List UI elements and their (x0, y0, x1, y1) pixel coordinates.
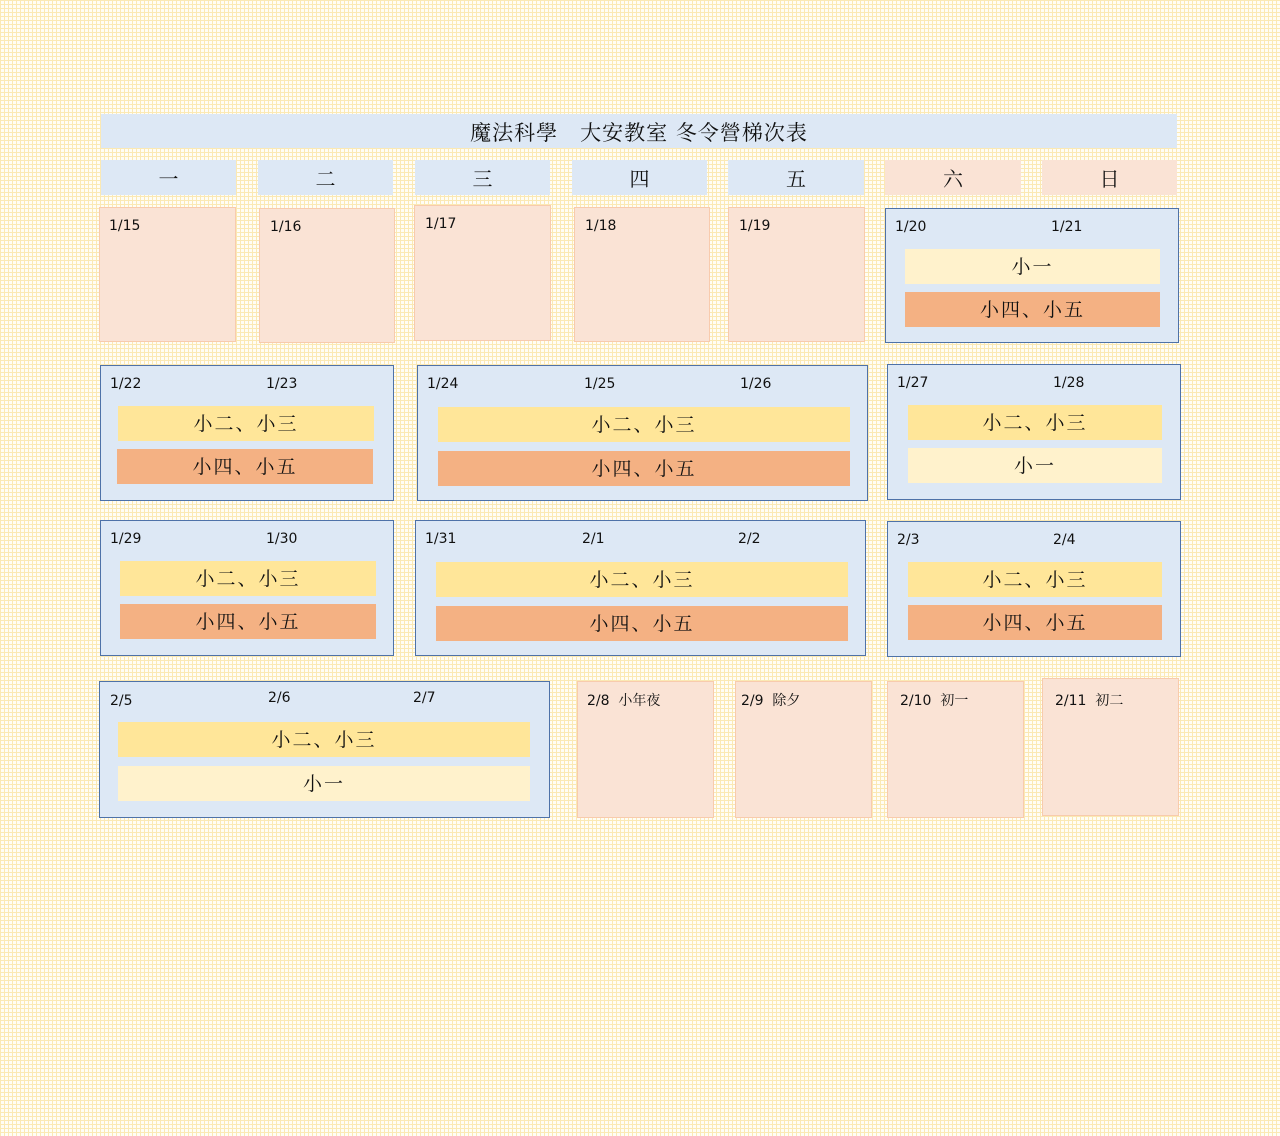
date-label: 1/29 (110, 531, 142, 547)
date-label: 1/17 (425, 216, 457, 232)
date-label: 1/28 (1053, 375, 1085, 391)
date-label: 2/5 (110, 693, 133, 709)
date-label: 2/2 (738, 531, 761, 547)
grade-bar: 小四、小五 (117, 449, 373, 484)
grade-bar: 小四、小五 (905, 292, 1160, 327)
date-label: 1/31 (425, 531, 457, 547)
page-title: 魔法科學 大安教室 冬令營梯次表 (101, 114, 1177, 148)
day-cell (735, 681, 872, 818)
date-label: 2/4 (1053, 532, 1076, 548)
weekday-sun: 日 (1042, 160, 1177, 195)
weekday-sat: 六 (885, 160, 1021, 195)
day-cell (728, 207, 865, 342)
session-block (887, 521, 1181, 657)
date-label: 1/21 (1051, 219, 1083, 235)
date-label: 1/22 (110, 376, 142, 392)
grade-bar: 小四、小五 (438, 451, 850, 486)
grade-bar: 小二、小三 (438, 407, 850, 442)
session-block (887, 364, 1181, 500)
weekday-fri: 五 (728, 160, 864, 195)
day-cell (99, 207, 236, 342)
date-label: 2/8 小年夜 (587, 693, 661, 709)
date-label: 1/30 (266, 531, 298, 547)
day-cell (887, 681, 1024, 818)
date-label: 1/26 (740, 376, 772, 392)
session-block (100, 520, 394, 656)
day-cell (574, 207, 710, 342)
grade-bar: 小二、小三 (120, 561, 376, 596)
date-label: 1/19 (739, 218, 771, 234)
date-label: 1/25 (584, 376, 616, 392)
date-label: 1/23 (266, 376, 298, 392)
date-label: 2/10 初一 (900, 693, 969, 709)
grade-bar: 小二、小三 (908, 562, 1162, 597)
date-label: 1/20 (895, 219, 927, 235)
date-label: 1/27 (897, 375, 929, 391)
weekday-wed: 三 (415, 160, 550, 195)
grade-bar: 小四、小五 (120, 604, 376, 639)
date-label: 2/3 (897, 532, 920, 548)
date-label: 1/16 (270, 219, 302, 235)
session-block (99, 681, 550, 818)
day-cell (577, 681, 714, 818)
grade-bar: 小二、小三 (118, 406, 374, 441)
date-label: 1/18 (585, 218, 617, 234)
date-label: 2/11 初二 (1055, 693, 1124, 709)
grade-bar: 小四、小五 (436, 606, 848, 641)
day-cell (1042, 678, 1179, 816)
date-label: 1/15 (109, 218, 141, 234)
date-label: 2/9 除夕 (741, 693, 801, 709)
grade-bar: 小四、小五 (908, 605, 1162, 640)
weekday-tue: 二 (258, 160, 393, 195)
grade-bar: 小一 (908, 448, 1162, 483)
grade-bar: 小二、小三 (436, 562, 848, 597)
session-block (885, 208, 1179, 343)
session-block (415, 520, 866, 656)
grade-bar: 小二、小三 (908, 405, 1162, 440)
grade-bar: 小二、小三 (118, 722, 530, 757)
date-label: 1/24 (427, 376, 459, 392)
weekday-mon: 一 (101, 160, 236, 195)
date-label: 2/7 (413, 690, 436, 706)
session-block (417, 365, 868, 501)
date-label: 2/1 (582, 531, 605, 547)
grade-bar: 小一 (118, 766, 530, 801)
weekday-thu: 四 (572, 160, 707, 195)
date-label: 2/6 (268, 690, 291, 706)
day-cell (259, 208, 395, 343)
grade-bar: 小一 (905, 249, 1160, 284)
session-block (100, 365, 394, 501)
day-cell (414, 205, 551, 341)
